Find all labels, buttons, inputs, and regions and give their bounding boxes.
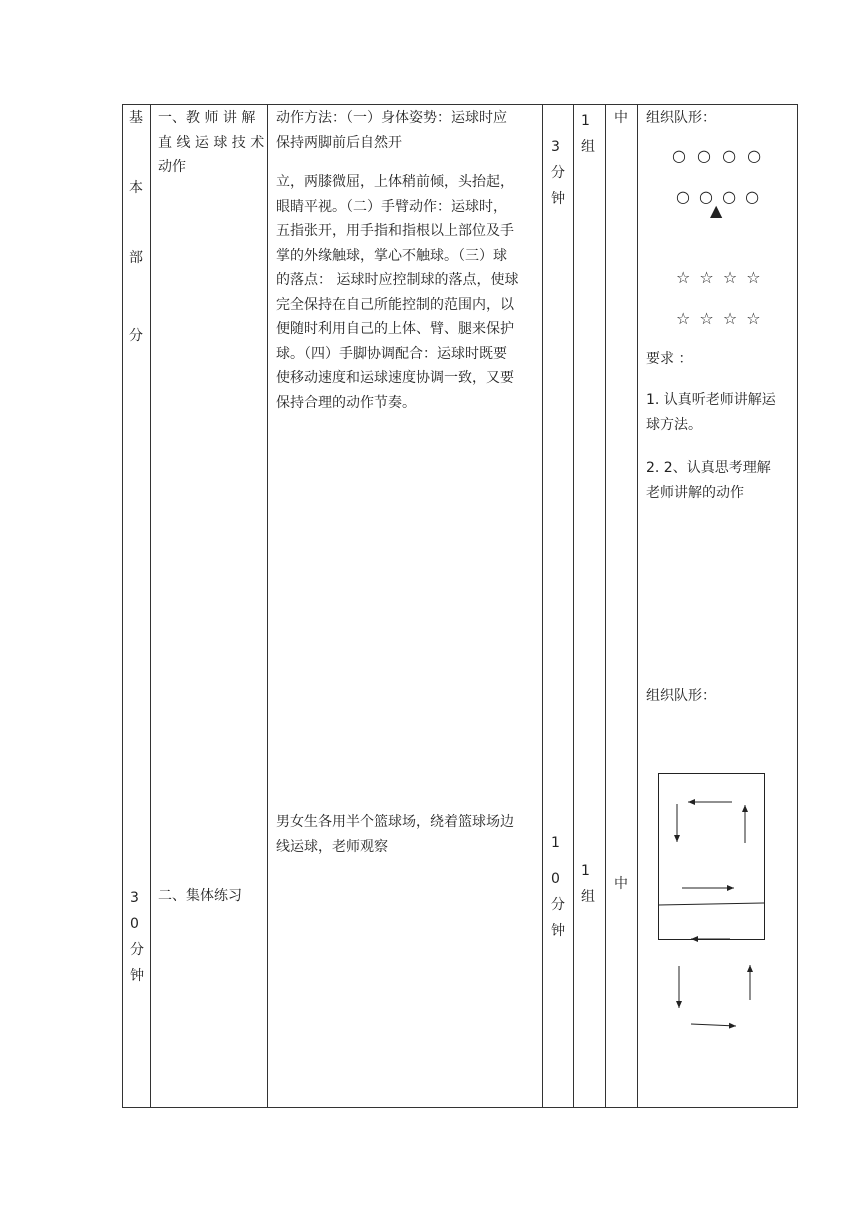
method-line: 的落点： 运球时应控制球的落点，使球 xyxy=(276,272,519,288)
section-char: 分 xyxy=(129,328,143,344)
method-line: 立，两膝微屈，上体稍前倾，头抬起， xyxy=(276,174,514,190)
section-time-char: 0 xyxy=(130,916,139,932)
time-char: 1 xyxy=(551,835,560,851)
requirements-label: 要求 ： xyxy=(646,351,693,367)
time-char: 钟 xyxy=(551,191,565,207)
arrow-right-outside xyxy=(691,1024,736,1026)
requirement-line: 老师讲解的动作 xyxy=(646,484,744,501)
content-line: 男女生各用半个篮球场，绕着篮球场边 xyxy=(276,814,514,830)
time-char: 分 xyxy=(551,897,565,913)
method-line: 完全保持在自己所能控制的范围内，以 xyxy=(276,296,514,313)
method-line: 保持合理的动作节奏。 xyxy=(276,394,416,411)
time-char: 钟 xyxy=(551,923,565,939)
formation-row-circles-1: ○ ○ ○ ○ xyxy=(672,146,762,165)
section-char: 本 xyxy=(129,180,143,196)
section-time-char: 3 xyxy=(130,890,139,906)
method-line: 动作方法：（一）身体姿势：运球时应 xyxy=(276,110,507,126)
section-time-char: 钟 xyxy=(130,968,144,984)
group-char: 1 xyxy=(581,113,590,129)
section-char: 基 xyxy=(129,110,143,126)
time-char: 分 xyxy=(551,165,565,181)
group-char: 1 xyxy=(581,863,590,879)
content-line: 线运球，老师观察 xyxy=(276,838,388,855)
requirement-line: 球方法。 xyxy=(646,416,702,433)
formation-row-stars-1: ☆ ☆ ☆ ☆ xyxy=(676,268,761,287)
court-midline xyxy=(659,903,765,905)
requirement-line: 1. 认真听老师讲解运 xyxy=(646,392,776,408)
part2-formation-label: 组织队形： xyxy=(646,688,716,704)
method-line: 球。（四）手脚协调配合：运球时既要 xyxy=(276,345,507,362)
method-line: 五指张开，用手指和指根以上部位及手 xyxy=(276,223,514,239)
section-time-char: 分 xyxy=(130,942,144,958)
part1-title-line: 动作 xyxy=(158,159,186,175)
court-outline xyxy=(659,774,765,940)
part2-title: 二、集体练习 xyxy=(158,888,242,904)
group-char: 组 xyxy=(581,889,595,905)
part1-title-line: 直 线 运 球 技 术 xyxy=(158,134,265,151)
requirement-line: 2. 2、认真思考理解 xyxy=(646,460,771,476)
method-line: 眼睛平视。（二）手臂动作：运球时， xyxy=(276,198,507,215)
formation-row-circles-2: ○ ○ ○ ○ xyxy=(676,187,760,206)
method-line: 便随时利用自己的上体、臂、腿来保护 xyxy=(276,321,514,337)
part1-formation-label: 组织队形： xyxy=(646,110,716,126)
method-line: 使移动速度和运球速度协调一致，又要 xyxy=(276,370,514,386)
method-line: 掌的外缘触球，掌心不触球。（三）球 xyxy=(276,247,507,264)
time-char: 3 xyxy=(551,139,560,155)
teacher-triangle-icon: ▲ xyxy=(710,201,723,220)
section-char: 部 xyxy=(129,250,143,266)
group-char: 组 xyxy=(581,139,595,155)
time-char: 0 xyxy=(551,871,560,887)
formation-row-stars-2: ☆ ☆ ☆ ☆ xyxy=(676,309,761,328)
part1-title-line: 一、教 师 讲 解 xyxy=(158,110,256,126)
part1-intensity: 中 xyxy=(614,110,628,126)
method-line: 保持两脚前后自然开 xyxy=(276,134,402,151)
part2-intensity: 中 xyxy=(614,876,628,892)
